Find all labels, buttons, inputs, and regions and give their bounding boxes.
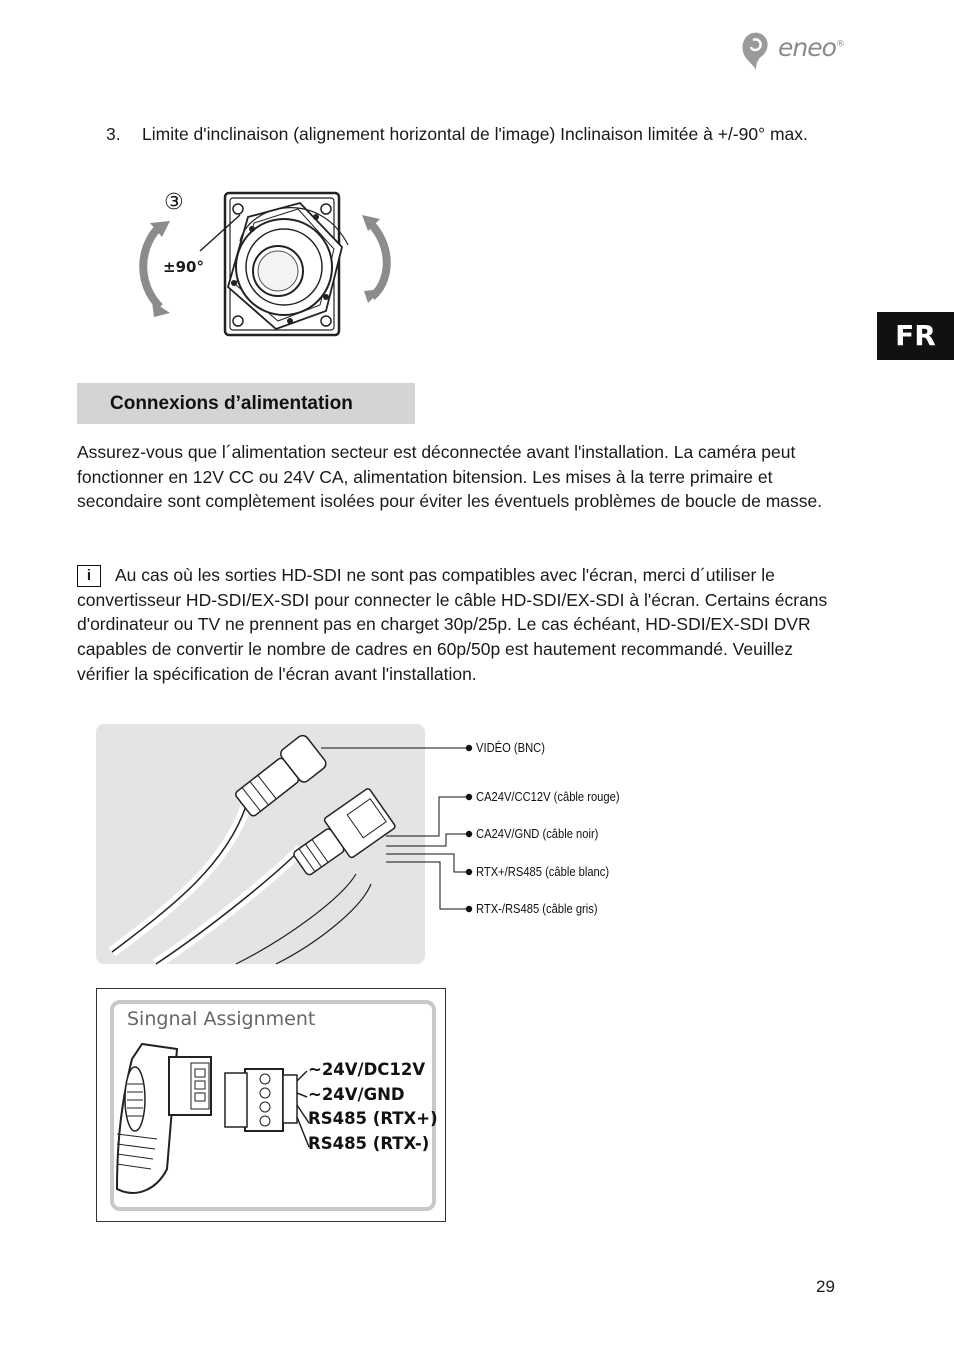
section-title: Connexions d’alimentation bbox=[110, 393, 353, 414]
pin-label-ground: ~24V/GND bbox=[308, 1085, 405, 1104]
video-bnc-label: VIDÉO (BNC) bbox=[476, 740, 545, 755]
info-icon: i bbox=[77, 565, 101, 587]
ground-black-label: CA24V/GND (câble noir) bbox=[476, 826, 599, 841]
power-red-label: CA24V/CC12V (câble rouge) bbox=[476, 789, 620, 804]
pin-label-rtx-plus: RS485 (RTX+) bbox=[308, 1109, 438, 1128]
hdsdi-note-text: Au cas où les sorties HD-SDI ne sont pas compatibles avec l'écran, merci d´utiliser le convertisseur HD-SDI/EX-SDI pour connecter le câble HD-SDI/EX-SDI à l'écran. Certains écrans d'ordinateur ou TV ne prennent pas en charget 30p/25p. Le cas échéant, HD-SDI/EX-SDI DVR capables de convertir le nombre de cadres en 60p/50p est hautement recommandé. Veuillez vérifier la spécification de l'écran avant l'installation. bbox=[77, 565, 828, 684]
brand-name: eneo® bbox=[778, 33, 844, 62]
signal-assignment-title: Singnal Assignment bbox=[127, 1008, 316, 1030]
section-header bbox=[77, 383, 415, 424]
pin-label-power: ~24V/DC12V bbox=[308, 1060, 426, 1079]
power-paragraph: Assurez-vous que l´alimentation secteur est déconnectée avant l'installation. La caméra peut fonctionner en 12V CC ou 24V CA, alimentation bitension. Les mises à la terre primaire et secondaire sont complètement isolées pour éviter les éventuels problèmes de boucle de masse. bbox=[77, 442, 823, 512]
step-number: 3. bbox=[106, 124, 121, 144]
hdsdi-note-paragraph bbox=[77, 563, 847, 687]
language-tab[interactable]: FR bbox=[877, 312, 954, 360]
angle-label: ±90° bbox=[163, 258, 204, 276]
tilt-limit-illustration bbox=[130, 185, 410, 345]
page-number: 29 bbox=[816, 1277, 835, 1296]
step-text: Limite d'inclinaison (alignement horizontal de l'image) Inclinaison limitée à +/-90° max. bbox=[142, 124, 808, 144]
rtx-minus-gray-label: RTX-/RS485 (câble gris) bbox=[476, 901, 598, 916]
rtx-plus-white-label: RTX+/RS485 (câble blanc) bbox=[476, 864, 610, 879]
cable-connection-diagram bbox=[96, 724, 656, 969]
pin-label-rtx-minus: RS485 (RTX-) bbox=[308, 1134, 430, 1153]
callout-number: ③ bbox=[164, 190, 184, 215]
